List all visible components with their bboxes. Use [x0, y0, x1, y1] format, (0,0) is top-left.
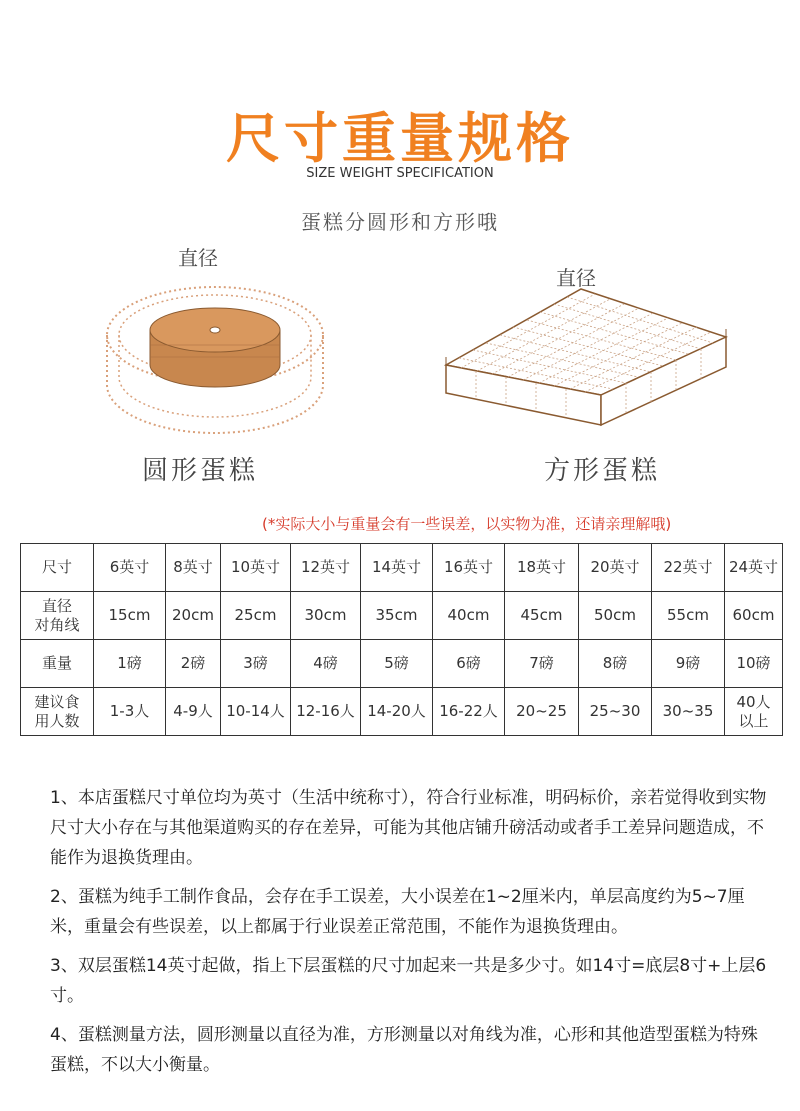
notes-section — [50, 783, 770, 1089]
table-cell: 20英寸 — [579, 544, 652, 592]
table-cell: 3磅 — [221, 640, 291, 688]
table-cell: 20cm — [166, 592, 221, 640]
table-row — [21, 592, 783, 640]
table-cell: 30cm — [291, 592, 361, 640]
square-diameter-label: 直径 — [556, 266, 596, 290]
table-cell: 24英寸 — [725, 544, 783, 592]
table-cell: 10-14人 — [221, 688, 291, 736]
table-cell: 15cm — [94, 592, 166, 640]
intro-text: 蛋糕分圆形和方形哦 — [301, 210, 499, 234]
round-cake-label: 圆形蛋糕 — [142, 456, 259, 486]
table-cell: 6英寸 — [94, 544, 166, 592]
table-cell: 14英寸 — [361, 544, 433, 592]
page-title: 尺寸重量规格 — [226, 107, 574, 170]
table-cell: 30~35 — [652, 688, 725, 736]
table-cell: 12-16人 — [291, 688, 361, 736]
round-diameter-label: 直径 — [178, 246, 218, 270]
table-cell: 40cm — [433, 592, 505, 640]
table-cell: 9磅 — [652, 640, 725, 688]
note-item: 2、蛋糕为纯手工制作食品，会存在手工误差，大小误差在1~2厘米内，单层高度约为5~7厘米，重量会有些误差，以上都属于行业误差正常范围，不能作为退换货理由。 — [50, 887, 745, 937]
table-cell: 25~30 — [579, 688, 652, 736]
round-cake-illustration — [100, 265, 330, 435]
table-cell: 16-22人 — [433, 688, 505, 736]
table-cell: 55cm — [652, 592, 725, 640]
table-cell: 5磅 — [361, 640, 433, 688]
table-cell: 35cm — [361, 592, 433, 640]
row-header: 重量 — [21, 640, 94, 688]
note-item: 3、双层蛋糕14英寸起做，指上下层蛋糕的尺寸加起来一共是多少寸。如14寸=底层8寸+上层6寸。 — [50, 956, 767, 1006]
table-row — [21, 640, 783, 688]
table-cell: 4-9人 — [166, 688, 221, 736]
table-row — [21, 544, 783, 592]
row-header: 尺寸 — [21, 544, 94, 592]
table-cell: 10磅 — [725, 640, 783, 688]
row-header: 建议食 用人数 — [21, 688, 94, 736]
table-cell: 8英寸 — [166, 544, 221, 592]
table-cell: 40人 以上 — [725, 688, 783, 736]
table-cell: 20~25 — [505, 688, 579, 736]
table-cell: 16英寸 — [433, 544, 505, 592]
table-cell: 10英寸 — [221, 544, 291, 592]
table-cell: 22英寸 — [652, 544, 725, 592]
table-cell: 14-20人 — [361, 688, 433, 736]
table-cell: 6磅 — [433, 640, 505, 688]
table-cell: 45cm — [505, 592, 579, 640]
table-cell: 25cm — [221, 592, 291, 640]
square-cake-label: 方形蛋糕 — [544, 456, 661, 486]
disclaimer-note: (*实际大小与重量会有一些误差，以实物为准，还请亲理解哦) — [262, 515, 672, 533]
table-cell: 60cm — [725, 592, 783, 640]
square-cake-illustration — [436, 285, 736, 430]
table-cell: 7磅 — [505, 640, 579, 688]
table-cell: 4磅 — [291, 640, 361, 688]
table-cell: 12英寸 — [291, 544, 361, 592]
table-cell: 2磅 — [166, 640, 221, 688]
table-cell: 1-3人 — [94, 688, 166, 736]
table-cell: 8磅 — [579, 640, 652, 688]
page-subtitle: SIZE WEIGHT SPECIFICATION — [306, 166, 494, 181]
note-item: 4、蛋糕测量方法，圆形测量以直径为准，方形测量以对角线为准，心形和其他造型蛋糕为特殊蛋糕，不以大小衡量。 — [50, 1025, 758, 1075]
table-cell: 50cm — [579, 592, 652, 640]
table-cell: 18英寸 — [505, 544, 579, 592]
table-cell: 1磅 — [94, 640, 166, 688]
table-row — [21, 688, 783, 736]
row-header: 直径 对角线 — [21, 592, 94, 640]
note-item: 1、本店蛋糕尺寸单位均为英寸（生活中统称寸），符合行业标准，明码标价，亲若觉得收到实物尺寸大小存在与其他渠道购买的存在差异，可能为其他店铺升磅活动或者手工差异问题造成，不能作为退换货理由。 — [50, 788, 767, 868]
spec-table — [20, 543, 783, 736]
